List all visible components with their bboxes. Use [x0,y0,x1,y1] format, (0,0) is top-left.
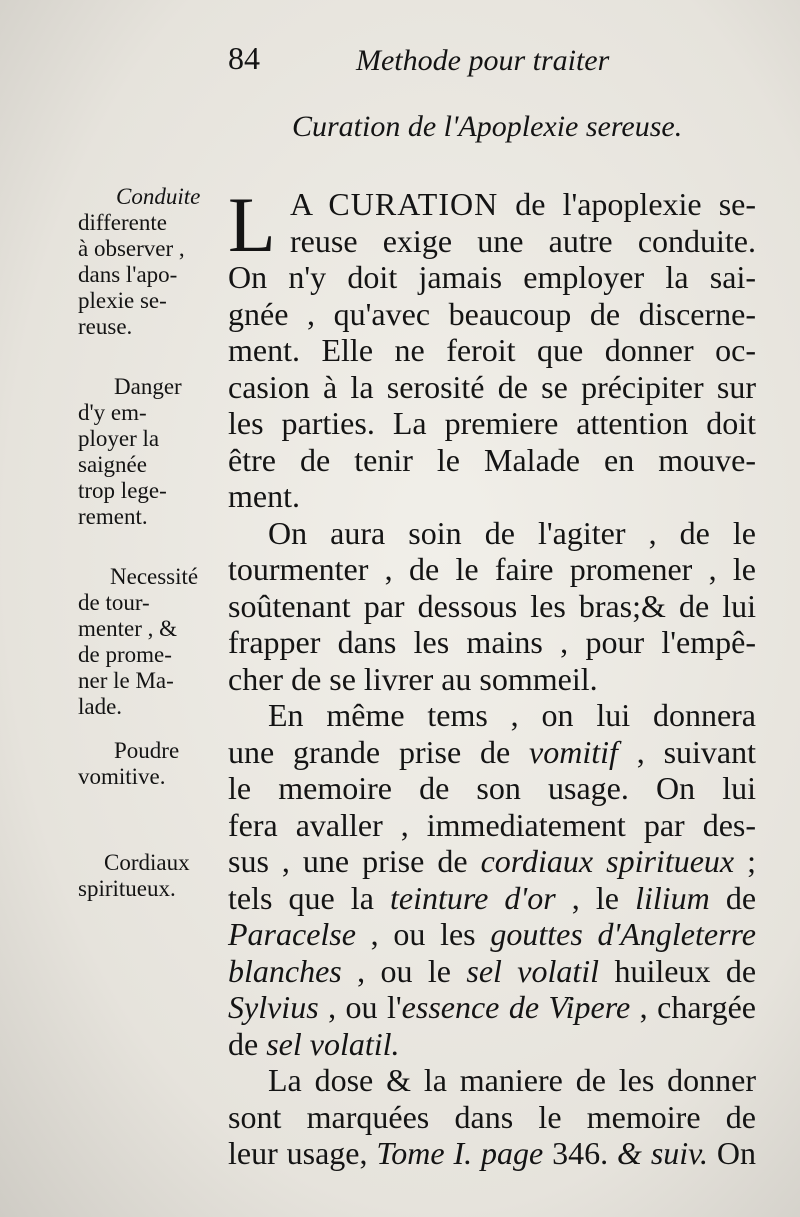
italic-term: lilium [635,879,710,916]
margin-note-line: ner le Ma- [78,668,174,693]
text-line: fera avaller , immediatement par des- [228,806,756,843]
text-line [228,916,756,953]
text-fragment: , ou le [341,952,467,989]
margin-note-line: lade. [78,694,123,719]
margin-note-line: ployer la [78,426,160,451]
margin-note-line: vomitive. [78,764,166,789]
text-fragment: tels que la [228,879,390,916]
margin-note-line: à observer , [78,236,185,261]
text-line: frapper dans les mains , pour l'empê- [228,624,756,660]
text-line [228,989,756,1026]
italic-term: & suiv. [617,1135,708,1171]
margin-note-line: de prome- [78,642,172,667]
italic-term: teinture d'or [389,879,556,916]
text-line: reuse exige une autre conduite. [290,222,756,259]
text-line: sont marquées dans le memoire de [228,1098,756,1135]
margin-note-line: Conduite [116,184,201,209]
text-line [228,953,756,990]
margin-note-line: Cordiaux [104,850,190,875]
italic-term: Sylvius [228,989,319,1025]
text-fragment: , ou l' [318,989,402,1025]
text-line: On n'y doit jamais employer la sai- [228,259,756,295]
text-line: soûtenant par dessous les bras;& de lui [228,587,756,624]
running-title: Methode pour traiter [356,44,610,77]
italic-term: Paracelse [228,916,356,952]
italic-term: sel volatil. [266,1025,400,1062]
text-line: En même tems , on lui donnera [268,697,756,733]
text-line: les parties. La premiere attention doit [228,405,756,441]
margin-note-conduite [78,184,218,340]
text-line [228,880,756,917]
text-fragment: de [709,879,757,916]
body-text [228,181,757,1172]
margin-note-line: Poudre [114,738,180,763]
text-fragment: A [290,186,329,222]
margin-note-necessite [78,564,218,720]
text-fragment: ; [734,843,757,879]
text-fragment: On [708,1135,757,1171]
italic-term: essence de Vipere [401,989,631,1025]
text-line: le memoire de son usage. On lui [228,770,756,806]
text-fragment: , le [555,879,636,916]
text-fragment: , suivant [617,733,756,770]
text-line: ment. Elle ne feroit que donner oc- [228,332,756,368]
margin-note-line: d'y em- [78,400,147,425]
drop-cap: L [228,181,276,268]
margin-note-line: Danger [114,374,182,399]
italic-term: blanches [228,952,342,989]
text-line: On aura soin de l'agiter , de le [268,514,756,551]
text-fragment: , ou les [355,916,491,952]
text-line [228,186,756,223]
text-line [228,1135,756,1172]
margin-note-line: plexie se- [78,288,167,313]
text-line: La dose & la maniere de les donner [268,1062,756,1098]
text-line [228,843,756,880]
text-line: cher de se livrer au sommeil. [228,660,598,697]
margin-note-line: Necessité [110,564,199,589]
italic-term: sel volatil [466,952,600,989]
margin-note-line: reuse. [78,314,133,339]
margin-note-line: differente [78,210,167,235]
text-line: ment. [228,478,300,514]
page-header [228,40,748,90]
page-number: 84 [228,40,260,76]
text-fragment: de l'apoplexie se- [498,186,756,222]
text-fragment: huileux de [599,952,757,989]
text-fragment: , chargée [630,989,757,1025]
text-line: casion à la serosité de se précipiter sur [228,368,756,405]
margin-note-cordiaux [78,850,218,902]
text-fragment: une grande prise de [228,733,530,770]
text-fragment: leur usage, [228,1135,377,1171]
margin-note-line: rement. [78,504,148,529]
margin-note-line: menter , & [78,616,177,641]
margin-note-line: de tour- [78,590,150,615]
text-line [228,1026,756,1063]
text-line [228,734,756,771]
margin-note-line: trop lege- [78,478,167,503]
margin-note-danger [78,374,218,530]
text-line: tourmenter , de le faire promener , le [228,551,756,587]
text-line: être de tenir le Malade en mouve- [228,441,756,478]
margin-note-line: dans l'apo- [78,262,178,287]
text-fragment: sus , une prise de [228,843,481,879]
italic-term: vomitif [529,733,618,770]
text-fragment: 346. [543,1135,618,1171]
smallcaps-word: CURATION [328,186,499,222]
text-line: gnée , qu'avec beaucoup de discerne- [228,295,756,332]
text-fragment: de [228,1025,267,1062]
italic-term: cordiaux spiritueux [480,843,735,879]
margin-note-line: saignée [78,452,147,477]
section-title: Curation de l'Apoplexie sereuse. [292,110,683,143]
italic-term: gouttes d'Angleterre [490,916,757,952]
margin-note-poudre [78,738,218,790]
margin-note-line: spiritueux. [78,876,176,901]
italic-term: Tome I. page [376,1135,544,1171]
